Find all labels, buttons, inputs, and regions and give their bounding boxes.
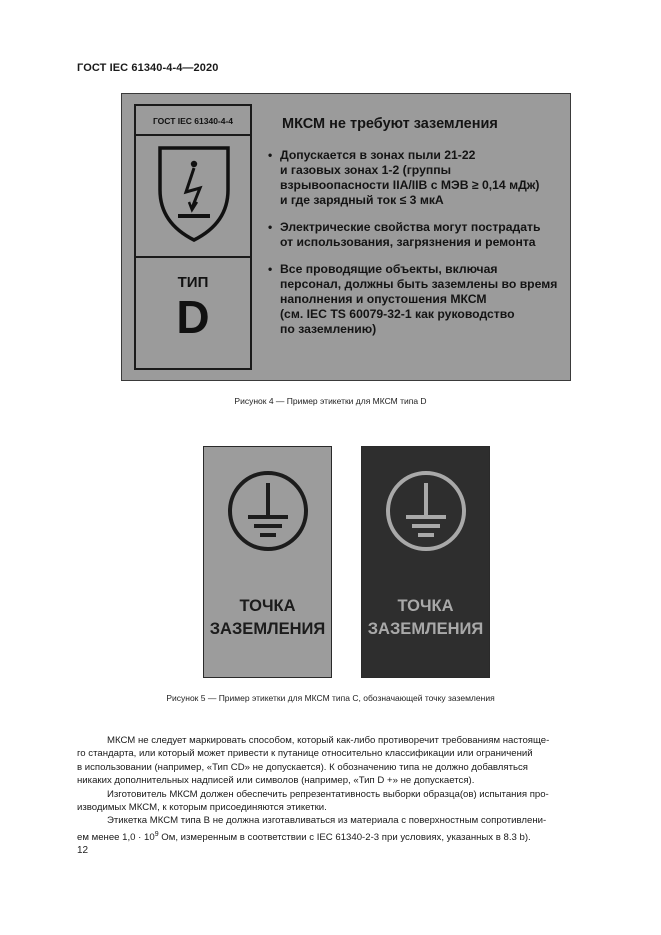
type-letter: D <box>176 291 210 343</box>
body-line: изводимых МКСМ, к которым присоединяются этикетки. <box>77 802 327 814</box>
body-line-part: Ом, измеренным в соответствии с IEC 61340-2-3 при условиях, указанных в 8.3 b). <box>158 832 531 844</box>
bullet-text: Все проводящие объекты, включая персонал, должны быть заземлены во время наполнения и опустошения МКСМ (см. IEC TS 60079-32-1 как руководство по заземлению) <box>280 262 558 336</box>
body-line-part: ем менее 1,0 · 10 <box>77 832 155 844</box>
figure4-caption: Рисунок 4 — Пример этикетки для МКСМ типа D <box>234 396 427 406</box>
body-line: Изготовитель МКСМ должен обеспечить репрезентативность выборки образца(ов) испытания про- <box>107 788 549 800</box>
body-line: Этикетка МКСМ типа В не должна изготавливаться из материала с поверхностным сопротивлени- <box>107 815 547 827</box>
page-number: 12 <box>77 845 89 856</box>
label-bullet-item <box>264 220 564 250</box>
ground-symbol-icon <box>226 469 310 553</box>
bullet-text: Электрические свойства могут пострадать от использования, загрязнения и ремонта <box>280 220 541 249</box>
ground-symbol-icon <box>384 469 468 553</box>
standard-reference: ГОСТ IEC 61340-4-4 <box>152 116 234 126</box>
label-left-panel <box>134 104 252 370</box>
grounding-point-text: ТОЧКА ЗАЗЕМЛЕНИЯ <box>367 597 484 638</box>
body-line: МКСМ не следует маркировать способом, который как-либо противоречит требованиям настояще- <box>107 735 550 746</box>
label-bullet-item <box>264 148 564 208</box>
document-header: ГОСТ IEC 61340-4-4—2020 <box>77 62 219 74</box>
bullet-text: Допускается в зонах пыли 21-22 и газовых зонах 1-2 (группы взрывоопасности IIA/IIB с МЭВ ≥ 0,14 мДж) и где зарядный ток ≤ 3 мкА <box>280 148 540 207</box>
body-line-last <box>77 828 585 845</box>
body-text <box>77 734 585 844</box>
panel-divider <box>136 134 250 136</box>
grounding-point-text: ТОЧКА ЗАЗЕМЛЕНИЯ <box>209 597 326 638</box>
label-right-panel <box>264 116 564 349</box>
body-line: го стандарта, или который может привести к путанице относительно классификации или ограничений <box>77 748 533 760</box>
shield-lightning-icon <box>156 144 232 244</box>
label-bullet-list <box>264 148 564 337</box>
bullet-icon: • <box>268 220 273 234</box>
type-word: ТИП <box>177 274 209 291</box>
body-line: в использовании (например, «Тип CD» не допускается). К обозначению типа не должно добавляться <box>77 761 528 773</box>
body-line: никаких дополнительных надписей или символов (например, «Тип D +» не допускается). <box>77 775 475 787</box>
bullet-icon: • <box>268 262 273 276</box>
grounding-point-label-light <box>203 446 332 678</box>
type-d-label <box>121 93 571 381</box>
label-title: МКСМ не требуют заземления <box>282 116 498 132</box>
grounding-point-label-dark <box>361 446 490 678</box>
bullet-icon: • <box>268 148 273 162</box>
label-bullet-item <box>264 262 564 337</box>
panel-divider <box>136 256 250 258</box>
exponent: 9 <box>154 830 159 838</box>
figure5-caption: Рисунок 5 — Пример этикетки для МКСМ типа С, обозначающей точку заземления <box>166 693 495 703</box>
